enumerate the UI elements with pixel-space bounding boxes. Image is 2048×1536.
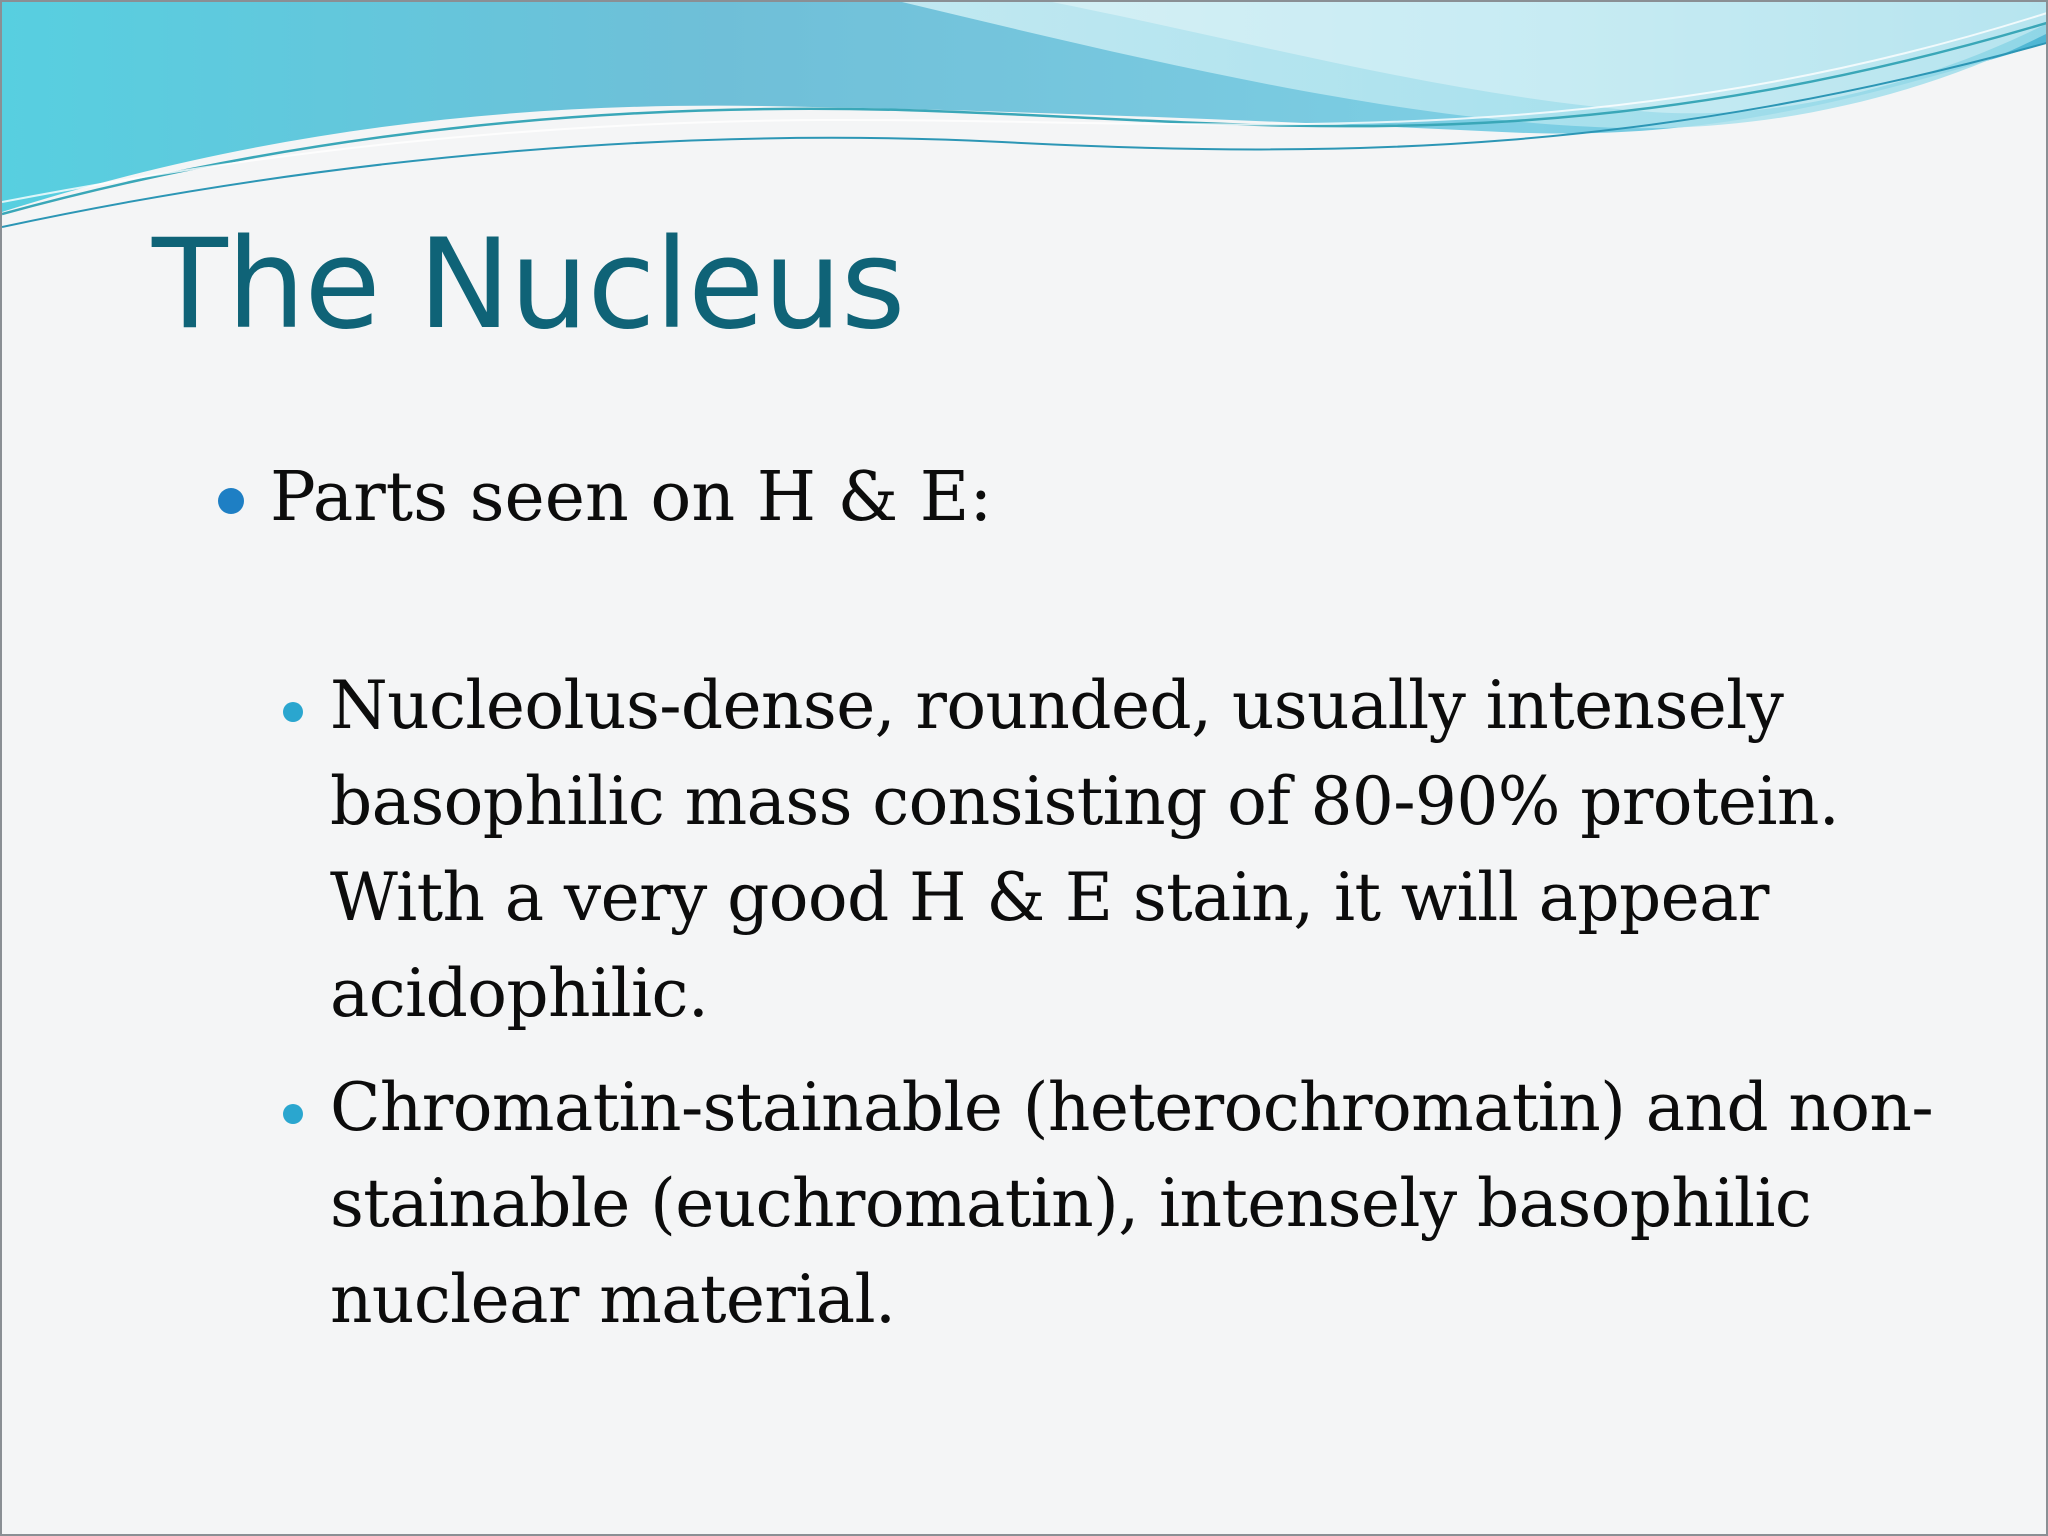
bullet-parts-heading: Parts seen on H & E: [270,458,993,537]
slide-title: The Nucleus [152,213,905,357]
sub-bullet-chromatin: Chromatin-stainable (heterochromatin) and non-stainable (euchromatin), intensely basophilic nuclear material. [330,1069,1934,1338]
sub-bullet-dot-icon [283,1104,303,1124]
sub-bullet-nucleolus: Nucleolus-dense, rounded, usually intensely basophilic mass consisting of 80-90% protein. With a very good H & E stain, it will appear acidophilic. [330,667,1840,1032]
slide-body [2,2,2048,1536]
bullet-dot-icon [218,488,244,514]
sub-bullet-dot-icon [283,702,303,722]
